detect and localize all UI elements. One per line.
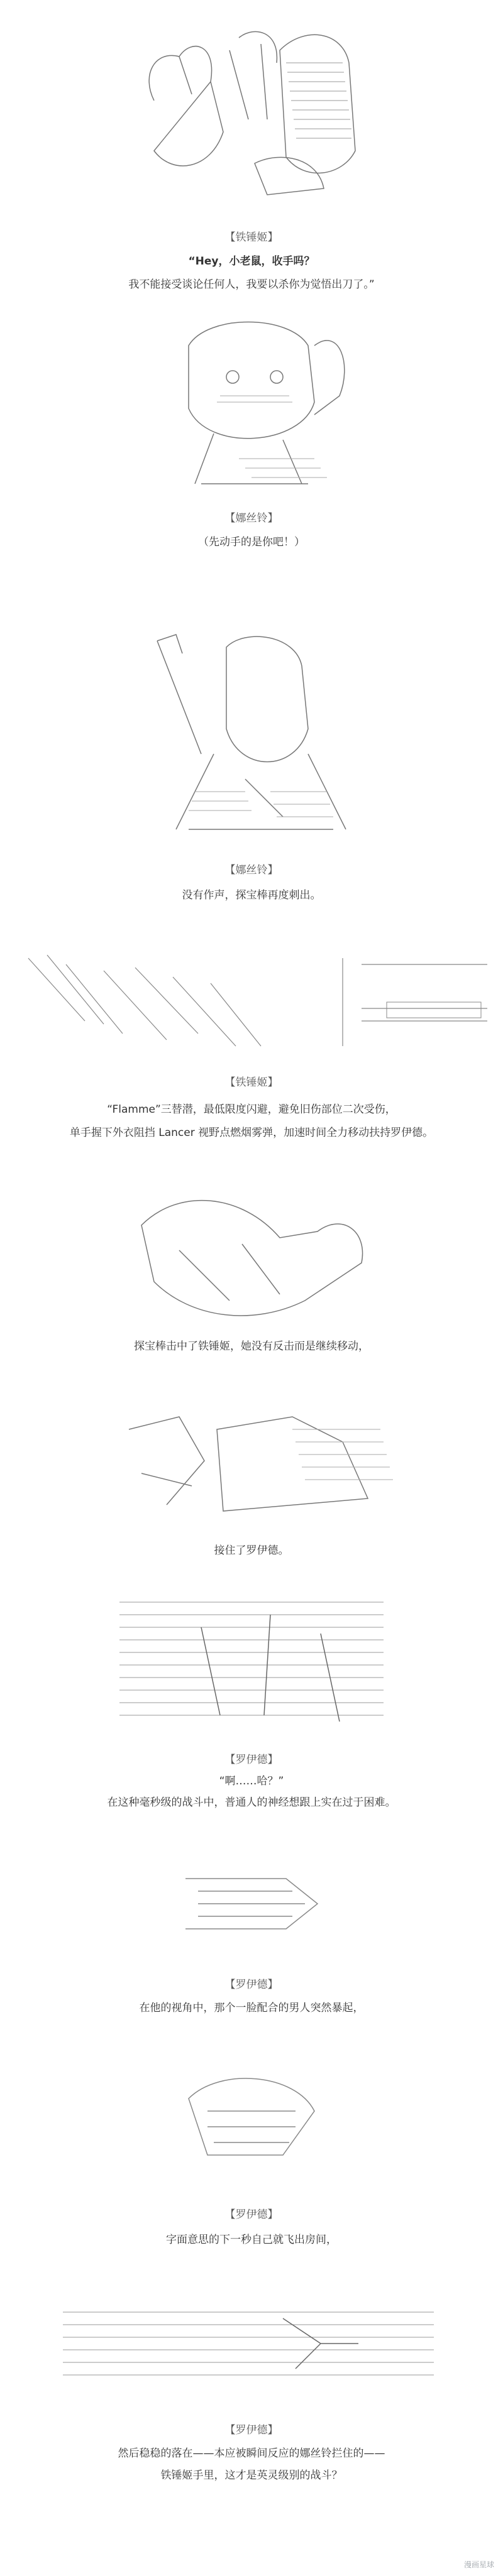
panel-3 <box>0 628 503 917</box>
ascii-art-arrow-figure <box>173 1853 330 1954</box>
dialogue-line: “啊……哈？” <box>219 1775 284 1787</box>
ascii-art-character-face <box>113 308 390 496</box>
dialogue-line: “Flamme”三替潜，最低限度闪避，避免旧伤部位二次受伤， <box>107 1103 396 1116</box>
panel-9 <box>0 2067 503 2281</box>
panel-7 <box>0 1590 503 1828</box>
speaker-label: 【罗伊德】 <box>224 2424 279 2437</box>
speaker-label: 【娜丝铃】 <box>224 864 279 876</box>
panel-4 <box>0 952 503 1153</box>
dialogue-line: 我不能接受谈论任何人，我要以杀你为觉悟出刀了。” <box>128 278 375 291</box>
speaker-label: 【铁锤姬】 <box>224 1076 279 1089</box>
ascii-art-girl-with-staff <box>119 628 384 842</box>
ascii-art-hand-gesture <box>116 25 387 214</box>
watermark: 漫画星球 <box>463 2560 494 2569</box>
dialogue-line: 单手握下外衣阻挡 Lancer 视野点燃烟雾弹，加速时间全力移动扶持罗伊德。 <box>69 1127 434 1139</box>
dialogue-line: 在这种毫秒级的战斗中，普通人的神经想跟上实在过于困难。 <box>107 1796 396 1809</box>
dialogue-line: 在他的视角中，那个一脸配合的男人突然暴起， <box>139 2002 364 2014</box>
speaker-label: 【娜丝铃】 <box>224 512 279 525</box>
panel-1 <box>0 25 503 302</box>
dialogue-line: 接住了罗伊德。 <box>214 1544 289 1557</box>
ascii-art-speed-lines <box>9 952 494 1059</box>
dialogue-line: 铁锤姬手里，这才是英灵级别的战斗？ <box>160 2469 343 2482</box>
panel-6 <box>0 1392 503 1568</box>
panel-2 <box>0 308 503 565</box>
dialogue-line: 没有作声，探宝棒再度刺出。 <box>182 889 321 902</box>
speaker-label: 【罗伊德】 <box>224 1754 279 1766</box>
speaker-label: 【罗伊德】 <box>224 1978 279 1991</box>
ascii-art-curved-figure <box>170 2067 333 2174</box>
speaker-label: 【罗伊德】 <box>224 2208 279 2221</box>
ascii-art-catch-scene <box>104 1392 399 1524</box>
dialogue-line: “Hey，小老鼠，收手吗？ <box>188 255 315 268</box>
dialogue-line: 然后稳稳的落在——本应被瞬间反应的娜丝铃拦住的—— <box>118 2447 385 2460</box>
dialogue-line: （先动手的是你吧！） <box>198 536 305 548</box>
panel-5 <box>0 1175 503 1382</box>
panel-10 <box>0 2293 503 2557</box>
ascii-art-horizontal-lines <box>113 1590 390 1734</box>
speaker-label: 【铁锤姬】 <box>224 231 279 244</box>
ascii-art-struck-figure <box>116 1175 387 1332</box>
ascii-art-flying-lines <box>57 2293 446 2400</box>
panel-8 <box>0 1853 503 2042</box>
dialogue-line: 字面意思的下一秒自己就飞出房间， <box>166 2234 337 2246</box>
dialogue-line: 探宝棒击中了铁锤姬，她没有反击而是继续移动， <box>134 1340 369 1353</box>
